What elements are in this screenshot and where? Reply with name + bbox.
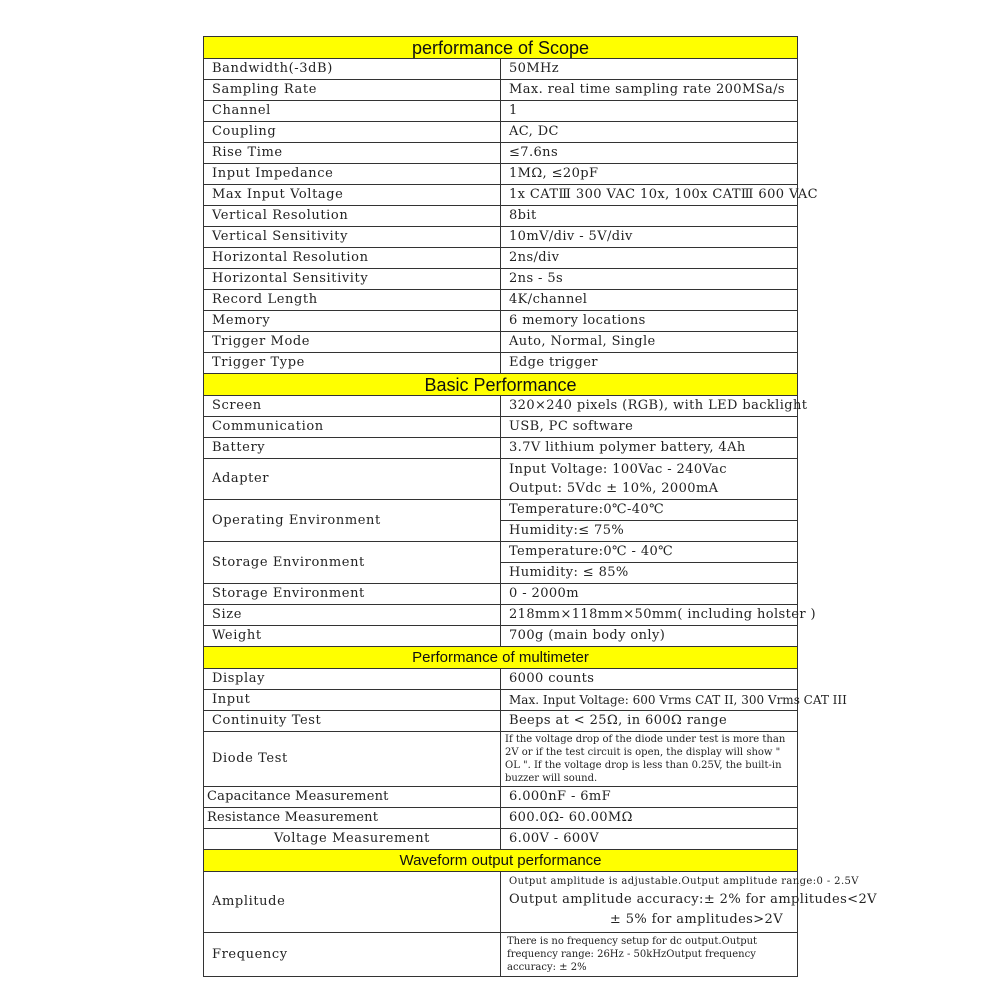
- spec-label: Frequency: [204, 933, 501, 977]
- spec-label: Weight: [204, 626, 501, 647]
- scope-section: [204, 37, 818, 374]
- section-title: Waveform output performance: [204, 850, 798, 872]
- spec-value: 600.0Ω- 60.00MΩ: [501, 808, 798, 829]
- spec-row: [204, 143, 798, 164]
- spec-value: Beeps at < 25Ω, in 600Ω range: [501, 711, 798, 732]
- spec-row-communication: [204, 417, 798, 438]
- spec-label: Storage Environment: [204, 584, 501, 605]
- spec-label: Capacitance Measurement: [204, 787, 501, 808]
- amplitude-range: Output amplitude is adjustable.Output amplitude range:0 - 2.5V: [509, 876, 859, 887]
- spec-label: Horizontal Resolution: [204, 248, 501, 269]
- spec-row-voltage: [204, 829, 798, 850]
- amplitude-accuracy: Output amplitude accuracy:± 2% for amplitudes<2V: [509, 892, 877, 907]
- spec-label: Bandwidth(-3dB): [204, 59, 501, 80]
- section-header-basic: [204, 374, 798, 396]
- spec-row-battery: [204, 438, 798, 459]
- spec-row-continuity: [204, 711, 798, 732]
- spec-value: [501, 872, 877, 933]
- spec-label: Continuity Test: [204, 711, 501, 732]
- spec-value: 2ns - 5s: [501, 269, 798, 290]
- spec-label: Voltage Measurement: [204, 829, 501, 850]
- spec-row-resistance: [204, 808, 798, 829]
- spec-value-temperature: Temperature:0℃ - 40℃: [501, 542, 798, 563]
- spec-label: Battery: [204, 438, 501, 459]
- spec-label: Horizontal Sensitivity: [204, 269, 501, 290]
- spec-value: Auto, Normal, Single: [501, 332, 798, 353]
- spec-row: [204, 206, 798, 227]
- spec-value: Max. real time sampling rate 200MSa/s: [501, 80, 798, 101]
- section-header-waveform: [204, 850, 798, 872]
- spec-value: 1x CATⅢ 300 VAC 10x, 100x CATⅢ 600 VAC: [501, 185, 798, 206]
- spec-value: 8bit: [501, 206, 798, 227]
- spec-label: Rise Time: [204, 143, 501, 164]
- spec-label: Input Impedance: [204, 164, 501, 185]
- section-title: performance of Scope: [204, 37, 798, 59]
- spec-label: Screen: [204, 396, 501, 417]
- spec-row-capacitance: [204, 787, 798, 808]
- spec-value: 3.7V lithium polymer battery, 4Ah: [501, 438, 798, 459]
- spec-row: [204, 248, 798, 269]
- spec-row-input: [204, 690, 798, 711]
- spec-label: Adapter: [204, 459, 501, 500]
- spec-row-weight: [204, 626, 798, 647]
- spec-row: [204, 122, 798, 143]
- spec-row-frequency: [204, 933, 798, 977]
- spec-label: Record Length: [204, 290, 501, 311]
- spec-row: [204, 311, 798, 332]
- spec-row: [204, 101, 798, 122]
- spec-value: 2ns/div: [501, 248, 798, 269]
- spec-label: Diode Test: [204, 732, 501, 787]
- spec-label: Coupling: [204, 122, 501, 143]
- spec-value: 10mV/div - 5V/div: [501, 227, 798, 248]
- spec-label: Channel: [204, 101, 501, 122]
- section-title: Basic Performance: [204, 374, 798, 396]
- waveform-section: [204, 850, 877, 977]
- spec-row: [204, 59, 798, 80]
- spec-value: ≤7.6ns: [501, 143, 798, 164]
- adapter-output: Output: 5Vdc ± 10%, 2000mA: [509, 481, 719, 496]
- spec-row: [204, 290, 798, 311]
- spec-row-operating-temp: [204, 500, 798, 521]
- spec-row-adapter: [204, 459, 798, 500]
- spec-value: 6 memory locations: [501, 311, 798, 332]
- spec-value: There is no frequency setup for dc output.Output frequency range: 26Hz - 50kHzOutput frequency accuracy: ± 2%: [501, 933, 798, 977]
- spec-row-storage-altitude: [204, 584, 798, 605]
- spec-label: Memory: [204, 311, 501, 332]
- spec-value: 1: [501, 101, 798, 122]
- spec-value: 6.000nF - 6mF: [501, 787, 798, 808]
- spec-label: Sampling Rate: [204, 80, 501, 101]
- spec-label: Size: [204, 605, 501, 626]
- spec-label: Input: [204, 690, 501, 711]
- spec-row: [204, 185, 798, 206]
- spec-label: Vertical Sensitivity: [204, 227, 501, 248]
- spec-row-size: [204, 605, 798, 626]
- spec-label: Trigger Mode: [204, 332, 501, 353]
- basic-section: [204, 374, 816, 647]
- spec-row-amplitude: [204, 872, 798, 933]
- spec-value: If the voltage drop of the diode under test is more than 2V or if the test circuit is open, the display will show " OL ". If the voltage drop is less than 0.25V, the built-in buzzer will sound.: [501, 732, 798, 787]
- spec-value: 1MΩ, ≤20pF: [501, 164, 798, 185]
- spec-row-screen: [204, 396, 798, 417]
- spec-value: 50MHz: [501, 59, 798, 80]
- multimeter-section: [204, 647, 847, 850]
- spec-row-display: [204, 669, 798, 690]
- spec-label: Resistance Measurement: [204, 808, 501, 829]
- section-title: Performance of multimeter: [204, 647, 798, 669]
- spec-row-storage-temp: [204, 542, 798, 563]
- spec-value: 6.00V - 600V: [501, 829, 798, 850]
- spec-value: 4K/channel: [501, 290, 798, 311]
- spec-value: Edge trigger: [501, 353, 798, 374]
- spec-label: Display: [204, 669, 501, 690]
- section-header-scope: [204, 37, 798, 59]
- spec-row: [204, 269, 798, 290]
- spec-row-diode: [204, 732, 798, 787]
- spec-row: [204, 227, 798, 248]
- spec-value: USB, PC software: [501, 417, 798, 438]
- spec-label: Operating Environment: [204, 500, 501, 542]
- spec-label: Amplitude: [204, 872, 501, 933]
- spec-row: [204, 332, 798, 353]
- spec-value-temperature: Temperature:0℃-40℃: [501, 500, 798, 521]
- spec-value: [501, 459, 798, 500]
- spec-value: 320×240 pixels (RGB), with LED backlight: [501, 396, 798, 417]
- section-header-multimeter: [204, 647, 798, 669]
- spec-row: [204, 164, 798, 185]
- spec-label: Max Input Voltage: [204, 185, 501, 206]
- spec-label: Storage Environment: [204, 542, 501, 584]
- amplitude-accuracy-high: ± 5% for amplitudes>2V: [609, 912, 783, 927]
- spec-value: 6000 counts: [501, 669, 798, 690]
- spec-value: AC, DC: [501, 122, 798, 143]
- spec-label: Communication: [204, 417, 501, 438]
- spec-label: Trigger Type: [204, 353, 501, 374]
- spec-value: 700g (main body only): [501, 626, 798, 647]
- spec-table: [203, 36, 877, 977]
- spec-value-humidity: Humidity: ≤ 85%: [501, 563, 798, 584]
- spec-label: Vertical Resolution: [204, 206, 501, 227]
- spec-row: [204, 353, 798, 374]
- adapter-input-voltage: Input Voltage: 100Vac - 240Vac: [509, 462, 727, 477]
- spec-row: [204, 80, 798, 101]
- spec-value: 0 - 2000m: [501, 584, 798, 605]
- spec-value: 218mm×118mm×50mm( including holster ): [501, 605, 798, 626]
- spec-value: Max. Input Voltage: 600 Vrms CAT II, 300 Vrms CAT III: [501, 690, 798, 711]
- spec-value-humidity: Humidity:≤ 75%: [501, 521, 798, 542]
